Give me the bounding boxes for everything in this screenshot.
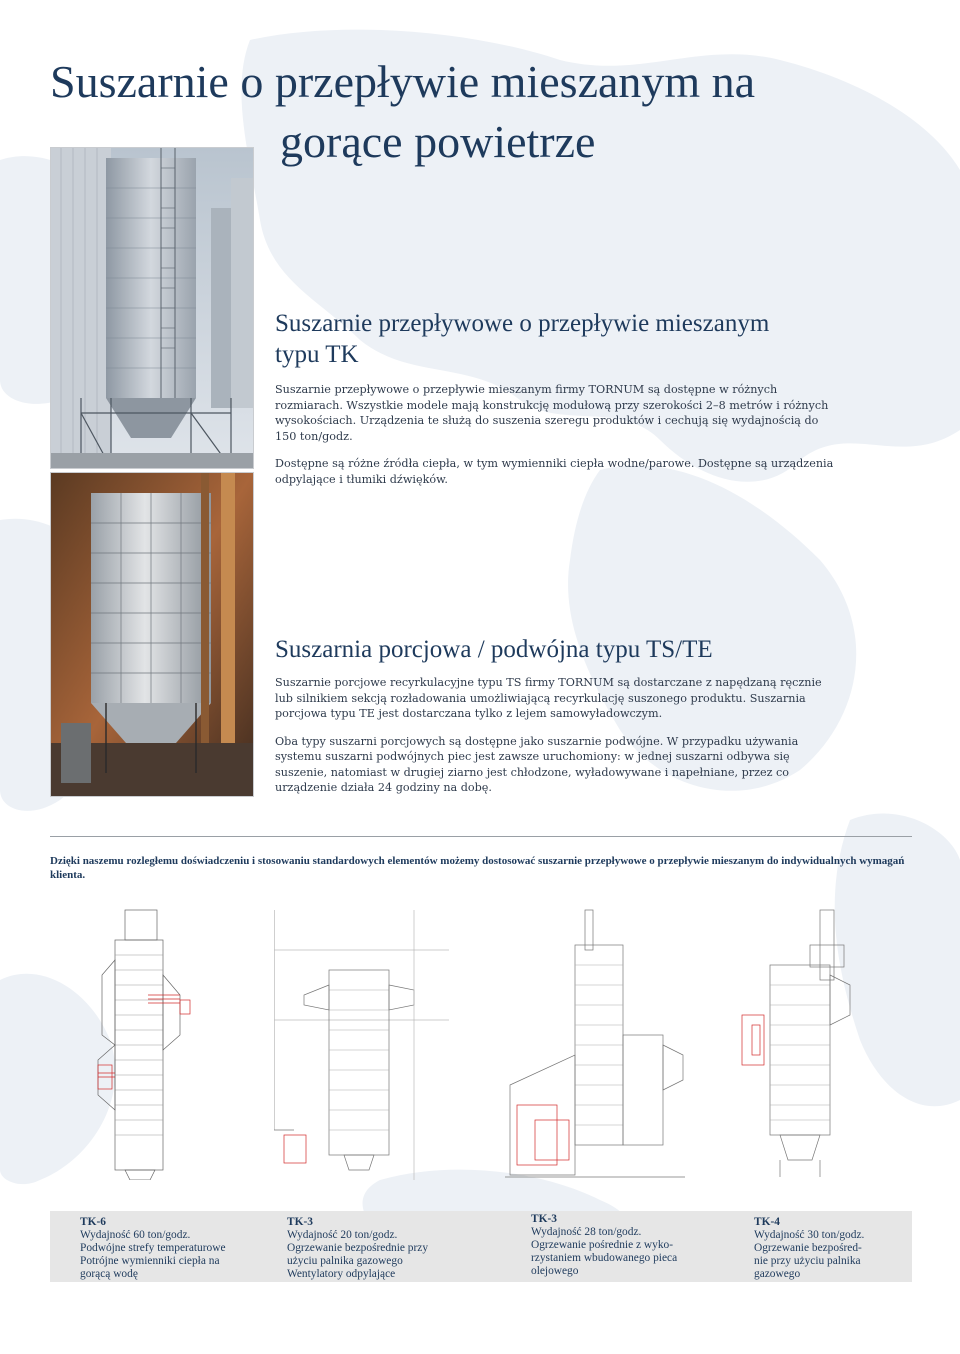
spec-tk4: [754, 1216, 904, 1281]
spec-tk3-b-line-1: Wydajność 28 ton/godz.: [531, 1226, 642, 1238]
spec-tk6-line-1: Wydajność 60 ton/godz.: [80, 1229, 191, 1241]
spec-tk6-line-4: gorącą wodę: [80, 1268, 138, 1280]
drawing-tk4: [740, 905, 855, 1180]
spec-tk3-a-line-1: Wydajność 20 ton/godz.: [287, 1229, 398, 1241]
section-tk-paragraph-2: Dostępne są różne źródła ciepła, w tym wymienniki ciepła wodne/parowe. Dostępne są urządzenia odpylające i tłumiki dźwięków.: [275, 457, 834, 486]
drawing-tk3-b: [505, 905, 685, 1180]
section-ts-heading: Suszarnia porcjowa / podwójna typu TS/TE: [275, 636, 713, 663]
photo-dryer-tower: [50, 147, 254, 469]
spec-tk3-a-line-4: Wentylatory odpylające: [287, 1268, 396, 1280]
spec-tk3-b-line-3: rzystaniem wbudowanego pieca: [531, 1252, 678, 1264]
spec-tk3-a-line-2: Ogrzewanie bezpośrednie przy: [287, 1242, 429, 1254]
spec-tk3-b: [531, 1213, 721, 1278]
page-title-line1: Suszarnie o przepływie mieszanym na: [50, 56, 756, 107]
spec-tk6-line-2: Podwójne strefy temperaturowe: [80, 1242, 226, 1254]
spec-tk3-b-name: TK-3: [531, 1213, 557, 1225]
horizontal-divider: [50, 836, 912, 837]
section-ts-paragraph-2: Oba typy suszarni porcjowych są dostępne jako suszarnie podwójne. W przypadku używania systemu suszarni podwójnych piec jest zawsze uruchomiony: w jednej suszarni odbywa się suszenie, natomiast w drugiej ziarno jest chłodzone, wyładowywane i napełniane, przez co urządzenie działa 24 godziny na dobę.: [275, 734, 799, 794]
section-tk-heading: [275, 308, 915, 370]
spec-tk4-line-3: nie przy użyciu palnika: [754, 1255, 861, 1267]
spec-tk3-b-line-2: Ogrzewanie pośrednie z wyko-: [531, 1239, 674, 1251]
spec-tk4-line-1: Wydajność 30 ton/godz.: [754, 1229, 865, 1241]
customization-note: Dzięki naszemu rozległemu doświadczeniu i stosowaniu standardowych elementów możemy dostosować suszarnie przepływowe o przepływie mieszanym do indywidualnych wymagań klienta.: [50, 855, 905, 881]
section-tk-paragraph-1: Suszarnie przepływowe o przepływie mieszanym firmy TORNUM są dostępne w różnych rozmiarach. Wszystkie modele mają konstrukcję modułową przy szerokości 2–8 metrów i różnych wysokościach. Urządzenia te służą do suszenia szeregu produktów i cechują się wydajnością do 150 ton/godz.: [275, 383, 829, 443]
spec-tk4-line-2: Ogrzewanie bezpośred-: [754, 1242, 862, 1254]
spec-tk6-name: TK-6: [80, 1216, 106, 1228]
spec-tk4-name: TK-4: [754, 1216, 780, 1228]
photo-dryer-interior: [50, 472, 254, 797]
spec-tk3-b-line-4: olejowego: [531, 1265, 579, 1277]
spec-tk4-line-4: gazowego: [754, 1268, 801, 1280]
spec-tk6: [80, 1216, 270, 1281]
spec-tk3-a-name: TK-3: [287, 1216, 313, 1228]
section-ts: [275, 634, 915, 796]
page-title-line2: gorące powietrze: [280, 116, 596, 167]
section-tk-heading-line1: Suszarnie przepływowe o przepływie mieszanym: [275, 310, 770, 337]
spec-tk6-line-3: Potrójne wymienniki ciepła na: [80, 1255, 220, 1267]
drawing-tk6: [90, 905, 195, 1180]
drawing-tk3-a: [274, 910, 449, 1180]
section-tk: [275, 308, 915, 487]
spec-tk3-a-line-3: użyciu palnika gazowego: [287, 1255, 403, 1267]
section-ts-paragraph-1: Suszarnie porcjowe recyrkulacyjne typu TS firmy TORNUM są dostarczane z napędzaną ręcznie lub silnikiem sekcją rozładowania umożliwiającą recyrkulację suszonego produktu. Suszarnia porcjowa typu TE jest dostarczana tylko z lejem samowyładowczym.: [275, 676, 822, 720]
spec-tk3-a: [287, 1216, 477, 1281]
section-tk-heading-line2: typu TK: [275, 341, 359, 368]
